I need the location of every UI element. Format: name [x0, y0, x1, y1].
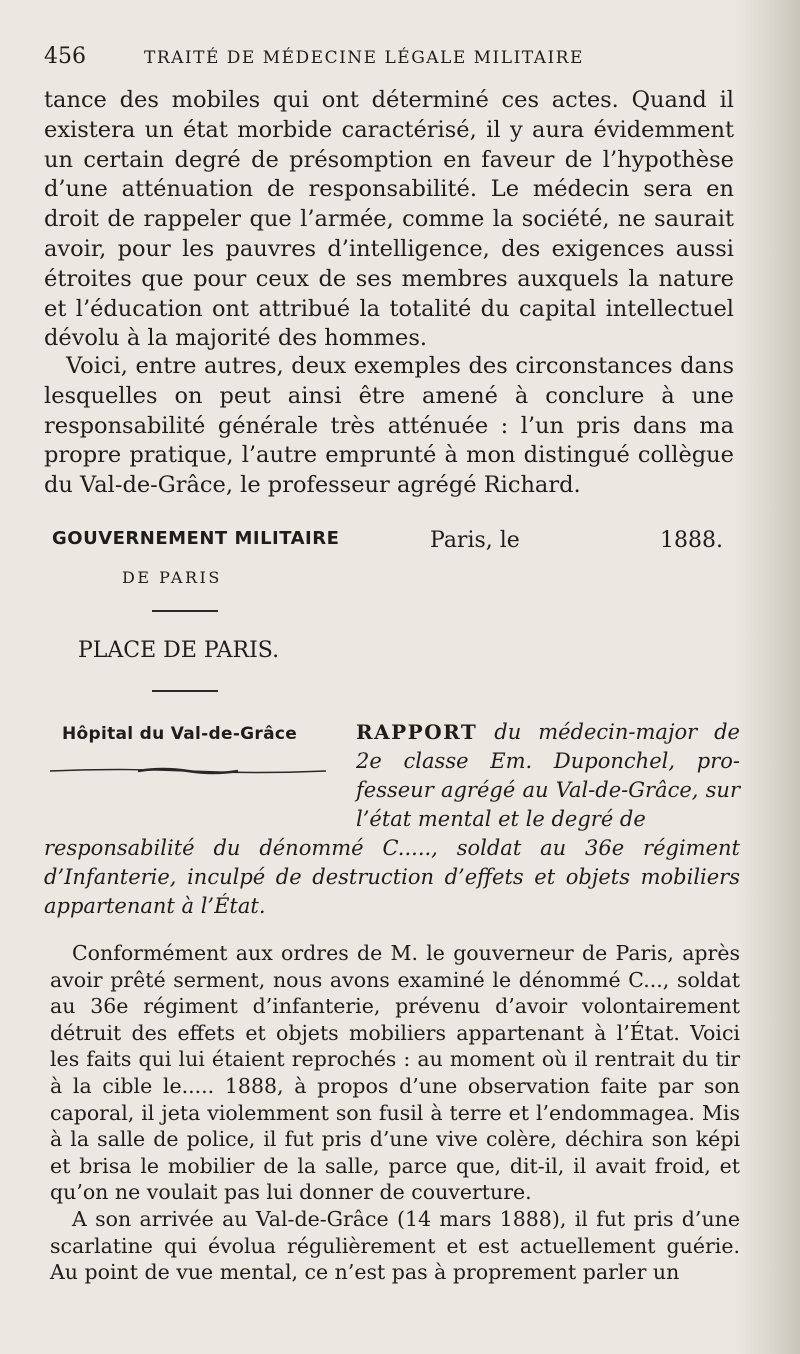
- letterhead-hospital: Hôpital du Val-de-Grâce: [62, 724, 298, 744]
- report-heading: [44, 718, 740, 921]
- letterhead-date-city: Paris, le: [430, 528, 520, 553]
- report-label: RAPPORT: [356, 720, 478, 744]
- body-paragraph: Conformément aux ordres de M. le gouverneur de Paris, après avoir prêté serment, nous avons examiné le dénommé C..., soldat au 36e régiment d’infanterie, prévenu d’avoir volontairement détruit des effets et objets mobiliers appartenant à l’État. Voici les faits qui lui étaient reprochés : au moment où il rentrait du tir à la cible le..... 1888, à propos d’une observation faite par son caporal, il jeta violemment son fusil à terre et l’endommagea. Mis à la salle de police, il fut pris d’une vive colère, déchira son képi et brisa le mobilier de la salle, parce que, dit-il, il avait froid, et qu’on ne voulait pas lui donner de couverture.: [50, 941, 740, 1205]
- report-continuation: responsabilité du dénommé C....., soldat au 36e régiment d’Infanterie, inculpé de destruction d’effets et objets mobiliers appartenant à l’État.: [44, 836, 740, 918]
- paragraph-text: Voici, entre autres, deux exemples des circonstances dans lesquelles on peut ainsi être amené à conclure à une responsabilité générale très atténuée : l’un pris dans ma propre pratique, l’autre emprunté à mon distingué collègue du Val-de-Grâce, le professeur agrégé Richard.: [44, 353, 734, 499]
- divider-rule: [152, 610, 218, 612]
- divider-rule: [152, 690, 218, 692]
- paragraph-intro: [44, 86, 734, 354]
- page-number: 456: [44, 44, 86, 69]
- running-title: TRAITÉ DE MÉDECINE LÉGALE MILITAIRE: [144, 48, 584, 68]
- report-lead: [356, 718, 740, 834]
- letterhead-government: GOUVERNEMENT MILITAIRE: [52, 528, 340, 549]
- letterhead-date-year: 1888.: [660, 528, 723, 553]
- paragraph-text: tance des mobiles qui ont déterminé ces actes. Quand il existera un état morbide caractérisé, il y aura évidemment un certain degré de présomption en faveur de l’hypothèse d’une atténuation de responsabilité. Le médecin sera en droit de rappeler que l’armée, comme la société, ne saurait avoir, pour les pauvres d’intelligence, des exigences aussi étroites que pour ceux de ses membres auxquels la nature et l’éducation ont attribué la totalité du capital intellectuel dévolu à la majorité des hommes.: [44, 87, 734, 352]
- page-header: [44, 44, 744, 74]
- body-paragraph: A son arrivée au Val-de-Grâce (14 mars 1888), il fut pris d’une scarlatine qui évolua régulièrement et est actuellement guérie. Au point de vue mental, ce n’est pas à proprement parler un: [50, 1206, 740, 1285]
- report-lead-text: du médecin-major de 2e classe Em. Duponchel, professeur agrégé au Val-de-Grâce, sur l’état mental et le degré de: [356, 720, 740, 831]
- letterhead-place: PLACE DE PARIS.: [78, 638, 280, 663]
- report-body: [50, 940, 740, 1286]
- paragraph-examples: [44, 352, 734, 501]
- letterhead-government-sub: DE PARIS: [122, 568, 222, 587]
